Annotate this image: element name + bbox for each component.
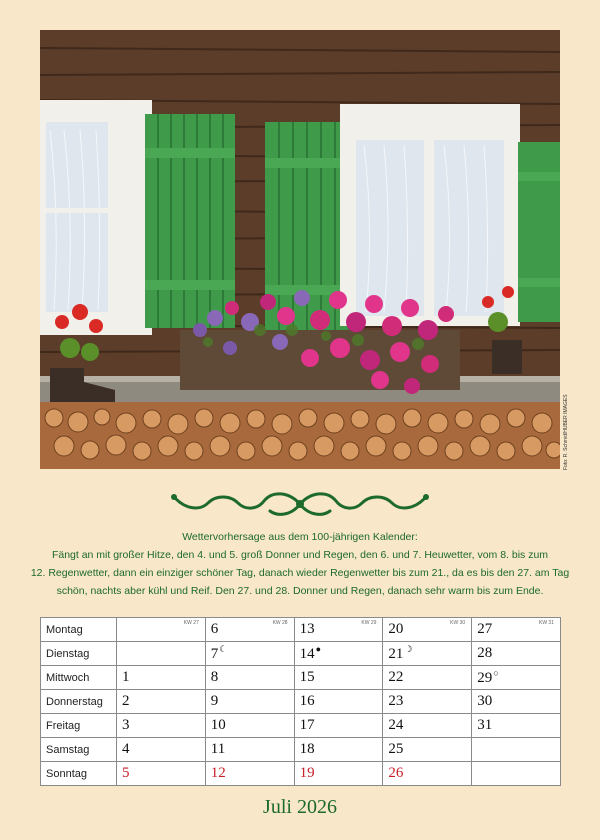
week-number: KW 27 [183, 620, 199, 626]
week-number: KW 30 [450, 620, 466, 626]
calendar-photo [40, 30, 560, 469]
date-cell [205, 762, 294, 786]
calendar-row-sonntag [41, 762, 561, 786]
date-cell [205, 642, 294, 666]
date-number: 4 [122, 741, 130, 757]
date-cell [117, 738, 206, 762]
date-cell [117, 618, 206, 642]
date-cell [383, 690, 472, 714]
date-cell [472, 714, 561, 738]
calendar-row-montag [41, 618, 561, 642]
date-number: 7 [210, 646, 219, 662]
date-cell [117, 714, 206, 738]
date-cell [383, 762, 472, 786]
date-number: 6 [210, 621, 219, 637]
date-number: 9 [210, 693, 219, 709]
moon-phase-icon: ☾ [219, 644, 228, 654]
weekday-label: Sonntag [41, 762, 117, 786]
date-number: 8 [210, 669, 219, 685]
date-number: 27 [477, 621, 493, 637]
date-number: 30 [477, 693, 493, 709]
date-cell [205, 666, 294, 690]
proverb-line: schön, nachts aber kühl und Reif. Den 27. und 28. Donner und Regen, danach sehr warm bis zum Ende. [56, 585, 544, 597]
moon-phase-icon: ○ [493, 668, 499, 678]
date-cell [472, 642, 561, 666]
weekday-label: Donnerstag [41, 690, 117, 714]
date-number: 31 [477, 717, 493, 733]
date-number: 13 [299, 621, 315, 637]
calendar-row-dienstag [41, 642, 561, 666]
weekday-label: Montag [41, 618, 117, 642]
date-cell [294, 738, 383, 762]
date-cell [472, 666, 561, 690]
date-number: 19 [299, 765, 315, 781]
date-number: 3 [122, 717, 130, 733]
date-cell [117, 762, 206, 786]
date-number: 25 [388, 741, 404, 757]
proverb-line: Fängt an mit großer Hitze, den 4. und 5. groß Donner und Regen, den 6. und 7. Heuwetter, vom 8. bis zum [51, 549, 549, 561]
date-cell [383, 738, 472, 762]
date-number: 11 [210, 741, 226, 757]
calendar-row-donnerstag [41, 690, 561, 714]
date-number: 5 [122, 765, 130, 781]
date-cell [117, 690, 206, 714]
calendar-row-samstag [41, 738, 561, 762]
date-number: 28 [477, 645, 493, 661]
weekday-label: Freitag [41, 714, 117, 738]
calendar-row-mittwoch [41, 666, 561, 690]
date-cell [294, 666, 383, 690]
date-number: 1 [122, 669, 130, 685]
weather-proverb [30, 528, 570, 600]
date-number: 10 [210, 717, 226, 733]
date-cell [117, 666, 206, 690]
date-cell [294, 762, 383, 786]
date-cell [472, 618, 561, 642]
date-cell [472, 690, 561, 714]
date-cell [472, 762, 561, 786]
date-cell [205, 738, 294, 762]
date-cell [383, 618, 472, 642]
date-cell [205, 714, 294, 738]
date-number: 18 [299, 741, 315, 757]
proverb-heading: Wettervorhersage aus dem 100-jährigen Kalender: [182, 531, 418, 543]
date-number: 20 [388, 621, 404, 637]
date-number: 16 [299, 693, 315, 709]
ornament-divider [168, 487, 432, 521]
date-cell [294, 714, 383, 738]
date-number: 26 [388, 765, 404, 781]
date-number: 22 [388, 669, 404, 685]
date-number: 23 [388, 693, 404, 709]
date-cell [383, 714, 472, 738]
date-cell [205, 618, 294, 642]
date-cell [472, 738, 561, 762]
date-number: 24 [388, 717, 404, 733]
moon-phase-icon: ☽ [404, 644, 413, 654]
date-number: 2 [122, 693, 130, 709]
month-title: Juli 2026 [263, 796, 337, 818]
date-number: 15 [299, 669, 315, 685]
date-number: 29 [477, 670, 493, 686]
date-cell [294, 642, 383, 666]
date-cell [383, 642, 472, 666]
date-cell [383, 666, 472, 690]
date-cell [205, 690, 294, 714]
week-number: KW 31 [538, 620, 554, 626]
date-cell [294, 690, 383, 714]
date-number: 17 [299, 717, 315, 733]
weekday-label: Dienstag [41, 642, 117, 666]
date-cell [294, 618, 383, 642]
weekday-label: Mittwoch [41, 666, 117, 690]
calendar-row-freitag [41, 714, 561, 738]
week-number: KW 29 [361, 620, 377, 626]
date-number: 14 [299, 646, 315, 662]
week-number: KW 28 [272, 620, 288, 626]
proverb-line: 12. Regenwetter, dann ein einziger schöner Tag, danach wieder Regenwetter bis zum 21., da es bis den 27. am Tag [30, 567, 570, 579]
date-cell [117, 642, 206, 666]
moon-phase-icon: ● [315, 644, 322, 654]
weekday-label: Samstag [41, 738, 117, 762]
chalet-window-illustration [40, 30, 560, 469]
date-number: 12 [210, 765, 226, 781]
photo-credit: Foto: R. Schmid/HUBER IMAGES [563, 394, 569, 470]
date-number: 21 [388, 646, 404, 662]
calendar-grid [40, 617, 561, 786]
